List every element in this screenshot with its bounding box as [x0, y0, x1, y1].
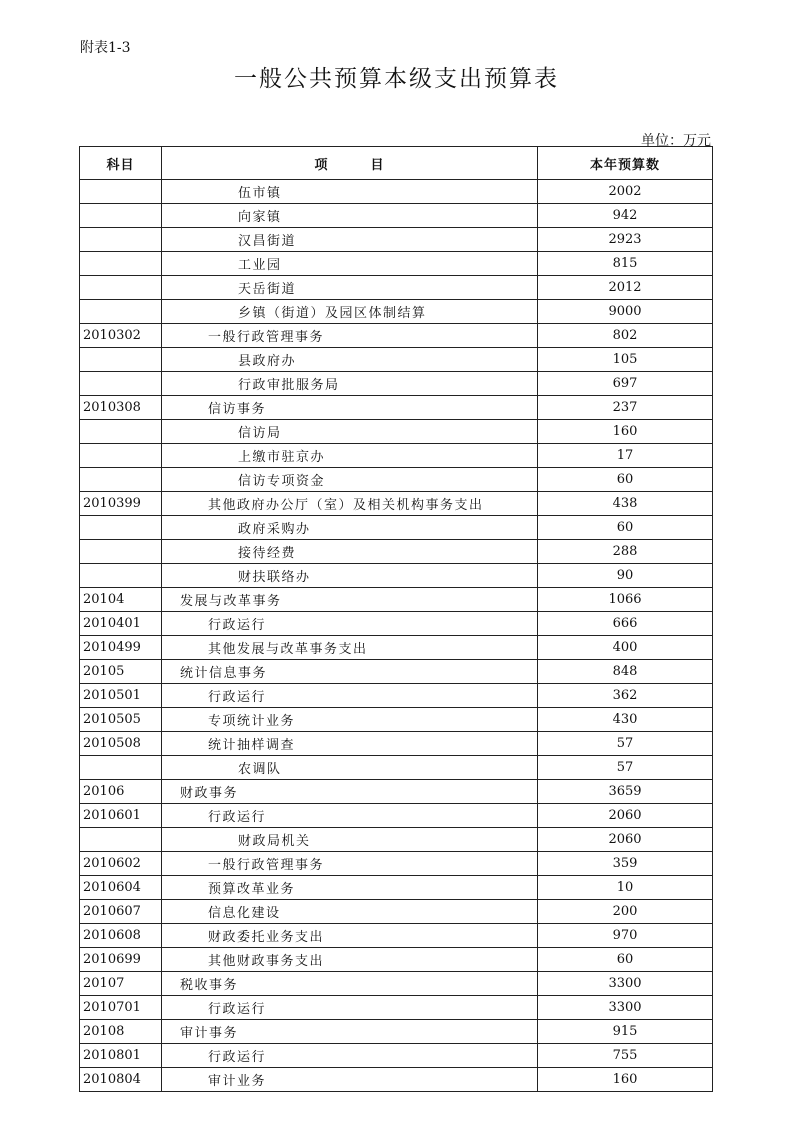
amount-cell: 815	[538, 252, 713, 276]
code-cell: 2010505	[80, 708, 162, 732]
amount-cell: 57	[538, 732, 713, 756]
table-row	[80, 804, 713, 828]
item-name-cell: 行政运行	[162, 804, 538, 828]
code-cell: 2010508	[80, 732, 162, 756]
item-name-cell: 信访专项资金	[162, 468, 538, 492]
table-row	[80, 276, 713, 300]
amount-cell: 2002	[538, 180, 713, 204]
code-cell: 2010302	[80, 324, 162, 348]
code-cell: 2010801	[80, 1044, 162, 1068]
table-row	[80, 324, 713, 348]
table-row	[80, 1044, 713, 1068]
code-cell	[80, 444, 162, 468]
table-row	[80, 612, 713, 636]
code-cell: 2010607	[80, 900, 162, 924]
item-name-cell: 税收事务	[162, 972, 538, 996]
item-name-cell: 其他发展与改革事务支出	[162, 636, 538, 660]
code-cell	[80, 300, 162, 324]
item-name-cell: 财政局机关	[162, 828, 538, 852]
amount-cell: 160	[538, 1068, 713, 1092]
code-cell	[80, 180, 162, 204]
item-name-cell: 政府采购办	[162, 516, 538, 540]
table-row	[80, 540, 713, 564]
table-row	[80, 756, 713, 780]
amount-cell: 400	[538, 636, 713, 660]
amount-cell: 90	[538, 564, 713, 588]
item-name-cell: 统计信息事务	[162, 660, 538, 684]
item-name-cell: 工业园	[162, 252, 538, 276]
amount-cell: 802	[538, 324, 713, 348]
amount-cell: 105	[538, 348, 713, 372]
item-name-cell: 行政运行	[162, 996, 538, 1020]
code-cell	[80, 540, 162, 564]
code-cell: 2010602	[80, 852, 162, 876]
unit-label: 单位：万元	[641, 133, 711, 149]
code-cell: 20105	[80, 660, 162, 684]
code-cell: 20107	[80, 972, 162, 996]
code-cell: 2010499	[80, 636, 162, 660]
code-cell	[80, 828, 162, 852]
amount-cell: 438	[538, 492, 713, 516]
table-row	[80, 1068, 713, 1092]
table-row	[80, 300, 713, 324]
amount-cell: 17	[538, 444, 713, 468]
item-name-cell: 财扶联络办	[162, 564, 538, 588]
amount-cell: 9000	[538, 300, 713, 324]
code-cell: 2010699	[80, 948, 162, 972]
item-name-cell: 审计事务	[162, 1020, 538, 1044]
code-cell: 20108	[80, 1020, 162, 1044]
table-row	[80, 900, 713, 924]
table-header-row	[80, 147, 713, 180]
code-cell: 2010399	[80, 492, 162, 516]
amount-cell: 2060	[538, 828, 713, 852]
code-cell	[80, 468, 162, 492]
amount-cell: 60	[538, 948, 713, 972]
table-row	[80, 420, 713, 444]
table-row	[80, 780, 713, 804]
amount-cell: 3300	[538, 972, 713, 996]
amount-cell: 970	[538, 924, 713, 948]
item-name-cell: 伍市镇	[162, 180, 538, 204]
item-name-cell: 信访局	[162, 420, 538, 444]
item-name-cell: 审计业务	[162, 1068, 538, 1092]
code-cell: 20106	[80, 780, 162, 804]
amount-cell: 57	[538, 756, 713, 780]
item-name-cell: 行政运行	[162, 1044, 538, 1068]
item-name-cell: 行政审批服务局	[162, 372, 538, 396]
item-name-cell: 乡镇（街道）及园区体制结算	[162, 300, 538, 324]
code-cell: 2010604	[80, 876, 162, 900]
amount-cell: 2060	[538, 804, 713, 828]
item-name-cell: 一般行政管理事务	[162, 324, 538, 348]
item-name-cell: 其他政府办公厅（室）及相关机构事务支出	[162, 492, 538, 516]
item-name-cell: 行政运行	[162, 684, 538, 708]
item-name-cell: 向家镇	[162, 204, 538, 228]
table-row	[80, 876, 713, 900]
code-cell: 2010701	[80, 996, 162, 1020]
item-name-cell: 财政委托业务支出	[162, 924, 538, 948]
table-row	[80, 348, 713, 372]
table-row	[80, 444, 713, 468]
code-cell: 2010608	[80, 924, 162, 948]
item-name-cell: 上缴市驻京办	[162, 444, 538, 468]
page-title: 一般公共预算本级支出预算表	[234, 66, 559, 92]
amount-cell: 430	[538, 708, 713, 732]
item-name-cell: 汉昌街道	[162, 228, 538, 252]
amount-cell: 200	[538, 900, 713, 924]
code-cell	[80, 348, 162, 372]
table-row	[80, 972, 713, 996]
item-name-cell: 农调队	[162, 756, 538, 780]
amount-cell: 237	[538, 396, 713, 420]
amount-cell: 288	[538, 540, 713, 564]
item-name-cell: 信访事务	[162, 396, 538, 420]
column-header-code: 科目	[80, 147, 162, 180]
amount-cell: 3300	[538, 996, 713, 1020]
table-row	[80, 252, 713, 276]
item-name-cell: 预算改革业务	[162, 876, 538, 900]
amount-cell: 915	[538, 1020, 713, 1044]
amount-cell: 60	[538, 468, 713, 492]
code-cell: 2010804	[80, 1068, 162, 1092]
code-cell	[80, 564, 162, 588]
item-name-cell: 专项统计业务	[162, 708, 538, 732]
column-header-item: 项 目	[162, 147, 538, 180]
table-row	[80, 492, 713, 516]
amount-cell: 60	[538, 516, 713, 540]
amount-cell: 1066	[538, 588, 713, 612]
item-name-cell: 接待经费	[162, 540, 538, 564]
table-body	[80, 180, 713, 1092]
table-row	[80, 636, 713, 660]
amount-cell: 2923	[538, 228, 713, 252]
item-name-cell: 发展与改革事务	[162, 588, 538, 612]
table-row	[80, 996, 713, 1020]
code-cell: 2010601	[80, 804, 162, 828]
table-row	[80, 852, 713, 876]
table-row	[80, 924, 713, 948]
item-name-cell: 其他财政事务支出	[162, 948, 538, 972]
item-name-cell: 行政运行	[162, 612, 538, 636]
item-name-cell: 信息化建设	[162, 900, 538, 924]
code-cell	[80, 756, 162, 780]
amount-cell: 10	[538, 876, 713, 900]
table-row	[80, 204, 713, 228]
column-header-amount: 本年预算数	[538, 147, 713, 180]
table-row	[80, 684, 713, 708]
code-cell	[80, 228, 162, 252]
code-cell	[80, 372, 162, 396]
amount-cell: 362	[538, 684, 713, 708]
code-cell: 20104	[80, 588, 162, 612]
table-row	[80, 1020, 713, 1044]
code-cell: 2010401	[80, 612, 162, 636]
table-row	[80, 828, 713, 852]
code-cell	[80, 516, 162, 540]
table-row	[80, 372, 713, 396]
amount-cell: 666	[538, 612, 713, 636]
amount-cell: 755	[538, 1044, 713, 1068]
amount-cell: 848	[538, 660, 713, 684]
table-row	[80, 660, 713, 684]
amount-cell: 697	[538, 372, 713, 396]
table-row	[80, 948, 713, 972]
table-row	[80, 588, 713, 612]
amount-cell: 160	[538, 420, 713, 444]
item-name-cell: 天岳街道	[162, 276, 538, 300]
amount-cell: 2012	[538, 276, 713, 300]
table-row	[80, 564, 713, 588]
code-cell	[80, 204, 162, 228]
table-row	[80, 708, 713, 732]
amount-cell: 3659	[538, 780, 713, 804]
table-row	[80, 228, 713, 252]
code-cell: 2010501	[80, 684, 162, 708]
code-cell	[80, 252, 162, 276]
amount-cell: 942	[538, 204, 713, 228]
budget-table	[79, 146, 713, 1092]
item-name-cell: 财政事务	[162, 780, 538, 804]
item-name-cell: 统计抽样调查	[162, 732, 538, 756]
table-row	[80, 396, 713, 420]
table-row	[80, 468, 713, 492]
table-row	[80, 732, 713, 756]
item-name-cell: 县政府办	[162, 348, 538, 372]
code-cell: 2010308	[80, 396, 162, 420]
amount-cell: 359	[538, 852, 713, 876]
attachment-label: 附表1-3	[80, 40, 131, 56]
table-row	[80, 516, 713, 540]
table-row	[80, 180, 713, 204]
code-cell	[80, 420, 162, 444]
item-name-cell: 一般行政管理事务	[162, 852, 538, 876]
code-cell	[80, 276, 162, 300]
